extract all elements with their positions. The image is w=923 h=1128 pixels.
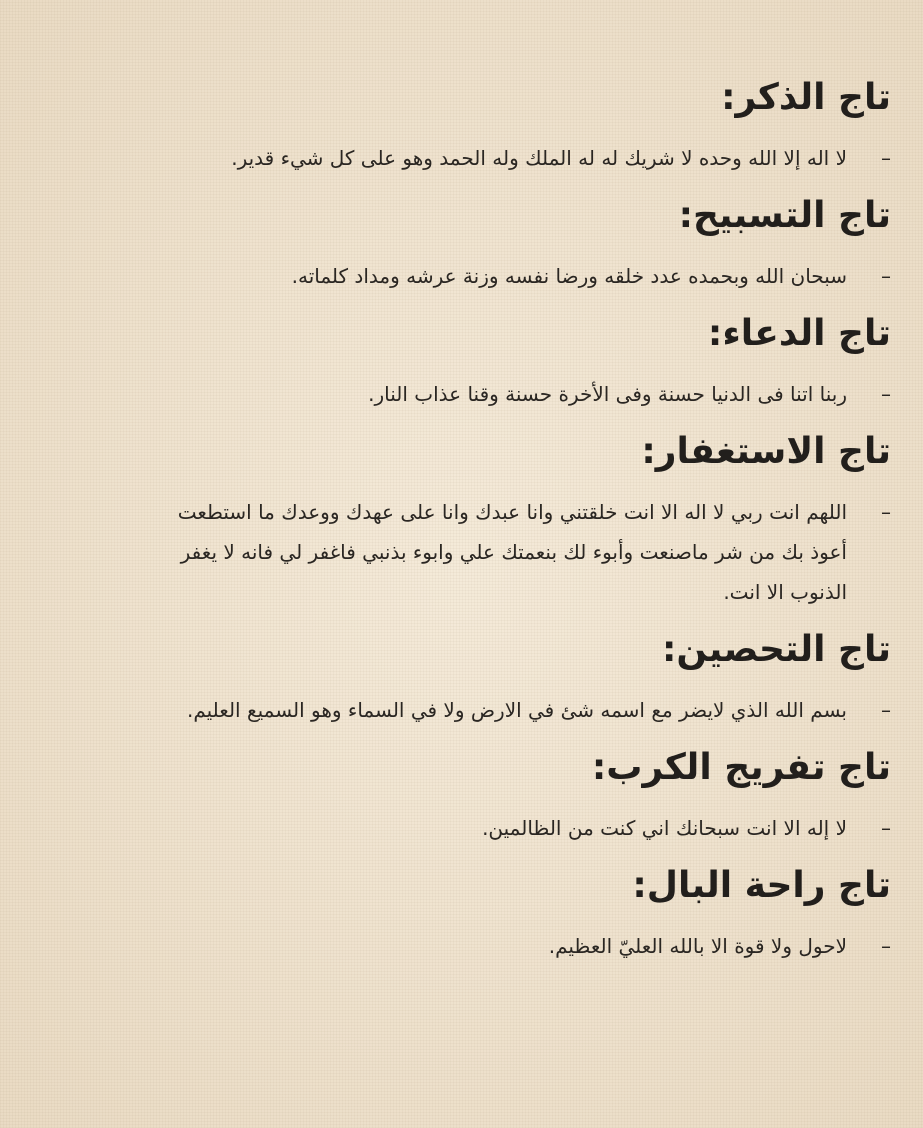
section-title: تاج الدعاء:: [707, 313, 891, 354]
list-item: [150, 256, 891, 296]
list-item: [150, 138, 891, 178]
section-rahat-albal: [150, 858, 891, 966]
section-title: تاج راحة البال:: [632, 865, 891, 906]
dash-bullet: –: [881, 382, 891, 406]
item-text: اللهم انت ربي لا اله الا انت خلقتني وانا عبدك وانا على عهدك ووعدك ما استطعت أعوذ بك من شر ماصنعت وأبوء لك بنعمتك علي وابوء بذنبي فاغفر لي فانه لا يغفر الذنوب الا انت.: [177, 500, 847, 604]
item-text: لاحول ولا قوة الا بالله العليّ العظيم.: [548, 934, 847, 958]
dash-bullet: –: [881, 934, 891, 958]
section-dua: [150, 306, 891, 414]
list-item: [150, 808, 891, 848]
section-title: تاج تفريج الكرب:: [591, 747, 891, 788]
section-istighfar: [150, 424, 891, 612]
list-item: [150, 492, 891, 612]
section-title: تاج الذكر:: [721, 77, 891, 118]
section-tafreej-alkarb: [150, 740, 891, 848]
section-title: تاج التسبيح:: [678, 195, 891, 236]
list-item: [150, 690, 891, 730]
item-text: بسم الله الذي لايضر مع اسمه شئ في الارض ولا في السماء وهو السميع العليم.: [186, 698, 847, 722]
list-item: [150, 374, 891, 414]
section-title: تاج التحصين:: [662, 629, 891, 670]
dash-bullet: –: [881, 264, 891, 288]
item-text: لا اله إلا الله وحده لا شريك له له الملك وله الحمد وهو على كل شيء قدير.: [231, 146, 847, 170]
dash-bullet: –: [881, 816, 891, 840]
dash-bullet: –: [881, 698, 891, 722]
list-item: [150, 926, 891, 966]
dash-bullet: –: [881, 500, 891, 524]
item-text: سبحان الله وبحمده عدد خلقه ورضا نفسه وزنة عرشه ومداد كلماته.: [291, 264, 847, 288]
item-text: لا إله الا انت سبحانك اني كنت من الظالمين.: [482, 816, 847, 840]
section-title: تاج الاستغفار:: [641, 431, 891, 472]
section-tasbih: [150, 188, 891, 296]
dash-bullet: –: [881, 146, 891, 170]
item-text: ربنا اتنا فى الدنيا حسنة وفى الأخرة حسنة وقنا عذاب النار.: [368, 382, 847, 406]
section-dhikr: [150, 70, 891, 178]
section-tahseen: [150, 622, 891, 730]
